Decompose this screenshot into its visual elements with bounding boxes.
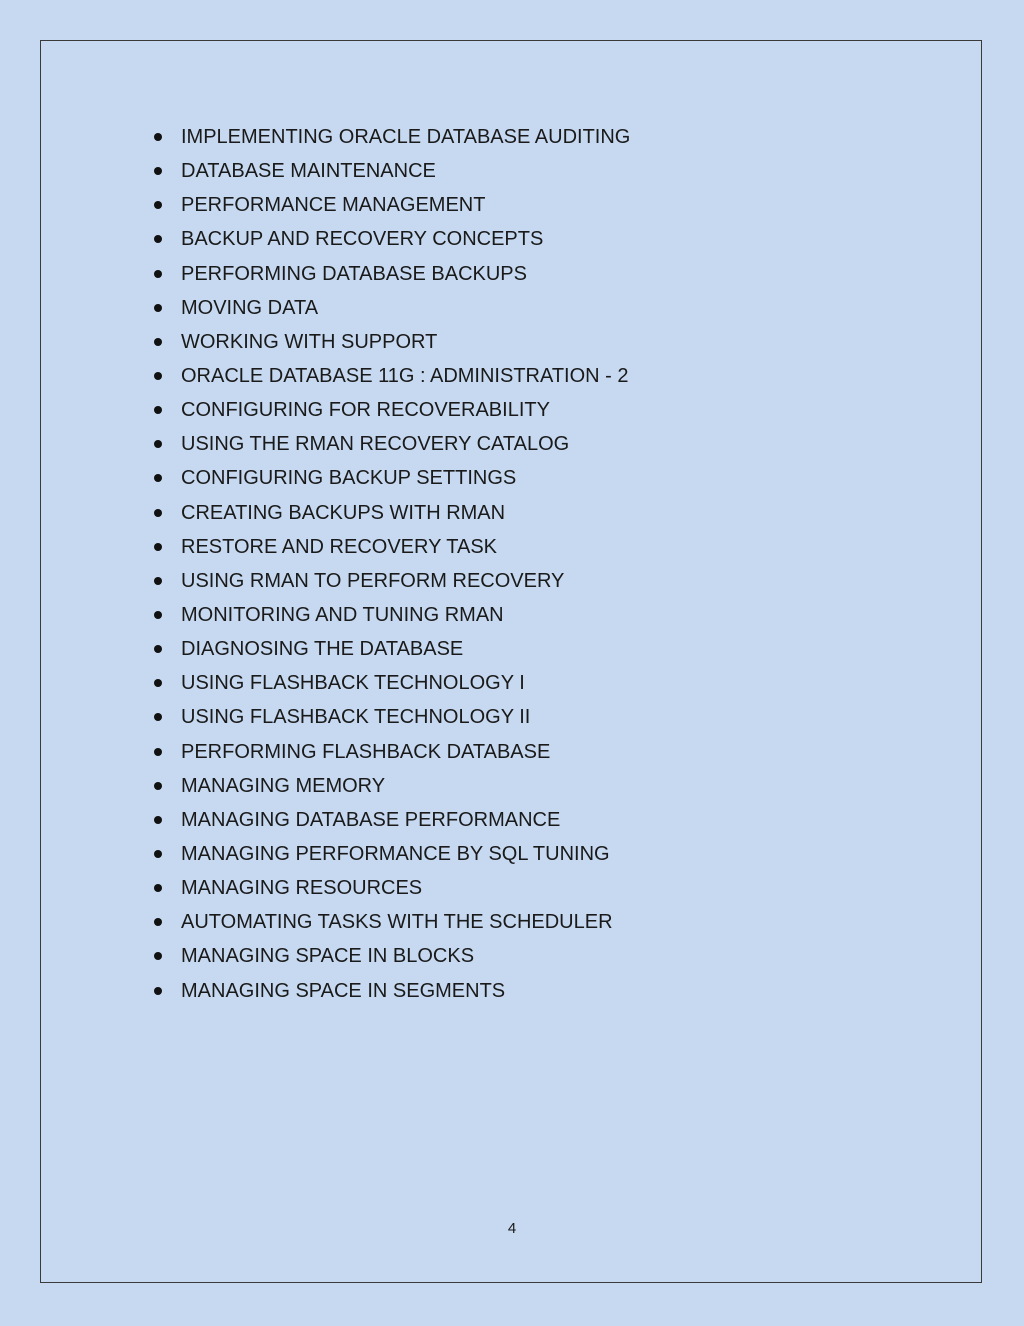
list-item-text: DATABASE MAINTENANCE <box>181 160 436 183</box>
list-item <box>150 496 630 530</box>
list-item <box>150 154 630 188</box>
bullet-icon <box>154 611 162 619</box>
list-item-text: MANAGING SPACE IN SEGMENTS <box>181 979 506 1002</box>
bullet-icon <box>154 816 162 824</box>
list-item <box>150 871 630 905</box>
list-item-text: MOVING DATA <box>181 296 319 319</box>
list-item <box>150 939 630 973</box>
bullet-icon <box>154 509 162 517</box>
bullet-icon <box>154 713 162 721</box>
bullet-icon <box>154 987 162 995</box>
list-item <box>150 188 630 222</box>
bullet-icon <box>154 304 162 312</box>
list-item-text: MANAGING MEMORY <box>181 774 386 797</box>
list-item-text: ORACLE DATABASE 11G : ADMINISTRATION - 2 <box>181 364 629 387</box>
list-item-text: DIAGNOSING THE DATABASE <box>181 638 464 661</box>
bullet-icon <box>154 850 162 858</box>
list-item-text: PERFORMING FLASHBACK DATABASE <box>181 740 551 763</box>
bullet-icon <box>154 645 162 653</box>
list-item-text: MANAGING PERFORMANCE BY SQL TUNING <box>181 842 610 865</box>
bullet-icon <box>154 338 162 346</box>
list-item <box>150 461 630 495</box>
list-item <box>150 700 630 734</box>
list-item <box>150 803 630 837</box>
list-item-text: CREATING BACKUPS WITH RMAN <box>181 501 506 524</box>
bullet-icon <box>154 167 162 175</box>
list-item-text: IMPLEMENTING ORACLE DATABASE AUDITING <box>181 126 631 148</box>
bullet-icon <box>154 543 162 551</box>
list-item <box>150 735 630 769</box>
list-item-text: USING FLASHBACK TECHNOLOGY I <box>181 672 525 695</box>
bullet-icon <box>154 372 162 380</box>
list-item <box>150 257 630 291</box>
list-item-text: MANAGING SPACE IN BLOCKS <box>181 945 475 968</box>
list-item-text: MONITORING AND TUNING RMAN <box>181 603 504 626</box>
page-number: 4 <box>507 1220 517 1237</box>
list-item <box>150 632 630 666</box>
list-item <box>150 564 630 598</box>
list-item-text: USING RMAN TO PERFORM RECOVERY <box>181 569 565 592</box>
bullet-icon <box>154 406 162 414</box>
bullet-icon <box>154 952 162 960</box>
bullet-icon <box>154 679 162 687</box>
list-item <box>150 222 630 256</box>
list-item-text: CONFIGURING FOR RECOVERABILITY <box>181 399 550 422</box>
list-item-text: PERFORMANCE MANAGEMENT <box>181 194 486 217</box>
bullet-icon <box>154 782 162 790</box>
list-item-text: USING THE RMAN RECOVERY CATALOG <box>181 433 570 456</box>
list-item <box>150 666 630 700</box>
list-item <box>150 598 630 632</box>
bullet-icon <box>154 133 162 141</box>
bullet-icon <box>154 270 162 278</box>
list-item <box>150 837 630 871</box>
bullet-icon <box>154 918 162 926</box>
list-item <box>150 291 630 325</box>
list-item-text: RESTORE AND RECOVERY TASK <box>181 535 498 558</box>
list-item-text: BACKUP AND RECOVERY CONCEPTS <box>181 228 544 251</box>
bullet-icon <box>154 440 162 448</box>
bullet-icon <box>154 235 162 243</box>
bullet-icon <box>154 474 162 482</box>
list-item <box>150 769 630 803</box>
bullet-icon <box>154 884 162 892</box>
topic-list <box>150 120 630 1008</box>
list-item <box>150 325 630 359</box>
list-item <box>150 905 630 939</box>
list-item <box>150 120 630 154</box>
list-item-text: AUTOMATING TASKS WITH THE SCHEDULER <box>181 911 613 934</box>
list-item <box>150 359 630 393</box>
list-item-text: USING FLASHBACK TECHNOLOGY II <box>181 706 531 729</box>
bullet-icon <box>154 748 162 756</box>
list-item-text: PERFORMING DATABASE BACKUPS <box>181 262 527 285</box>
bullet-icon <box>154 201 162 209</box>
list-item-text: CONFIGURING BACKUP SETTINGS <box>181 467 517 490</box>
list-item-text: MANAGING DATABASE PERFORMANCE <box>181 808 561 831</box>
list-item <box>150 393 630 427</box>
list-item-text: WORKING WITH SUPPORT <box>181 330 438 353</box>
list-item <box>150 427 630 461</box>
list-item-text: MANAGING RESOURCES <box>181 877 423 900</box>
list-item <box>150 974 630 1008</box>
list-item <box>150 530 630 564</box>
bullet-icon <box>154 577 162 585</box>
